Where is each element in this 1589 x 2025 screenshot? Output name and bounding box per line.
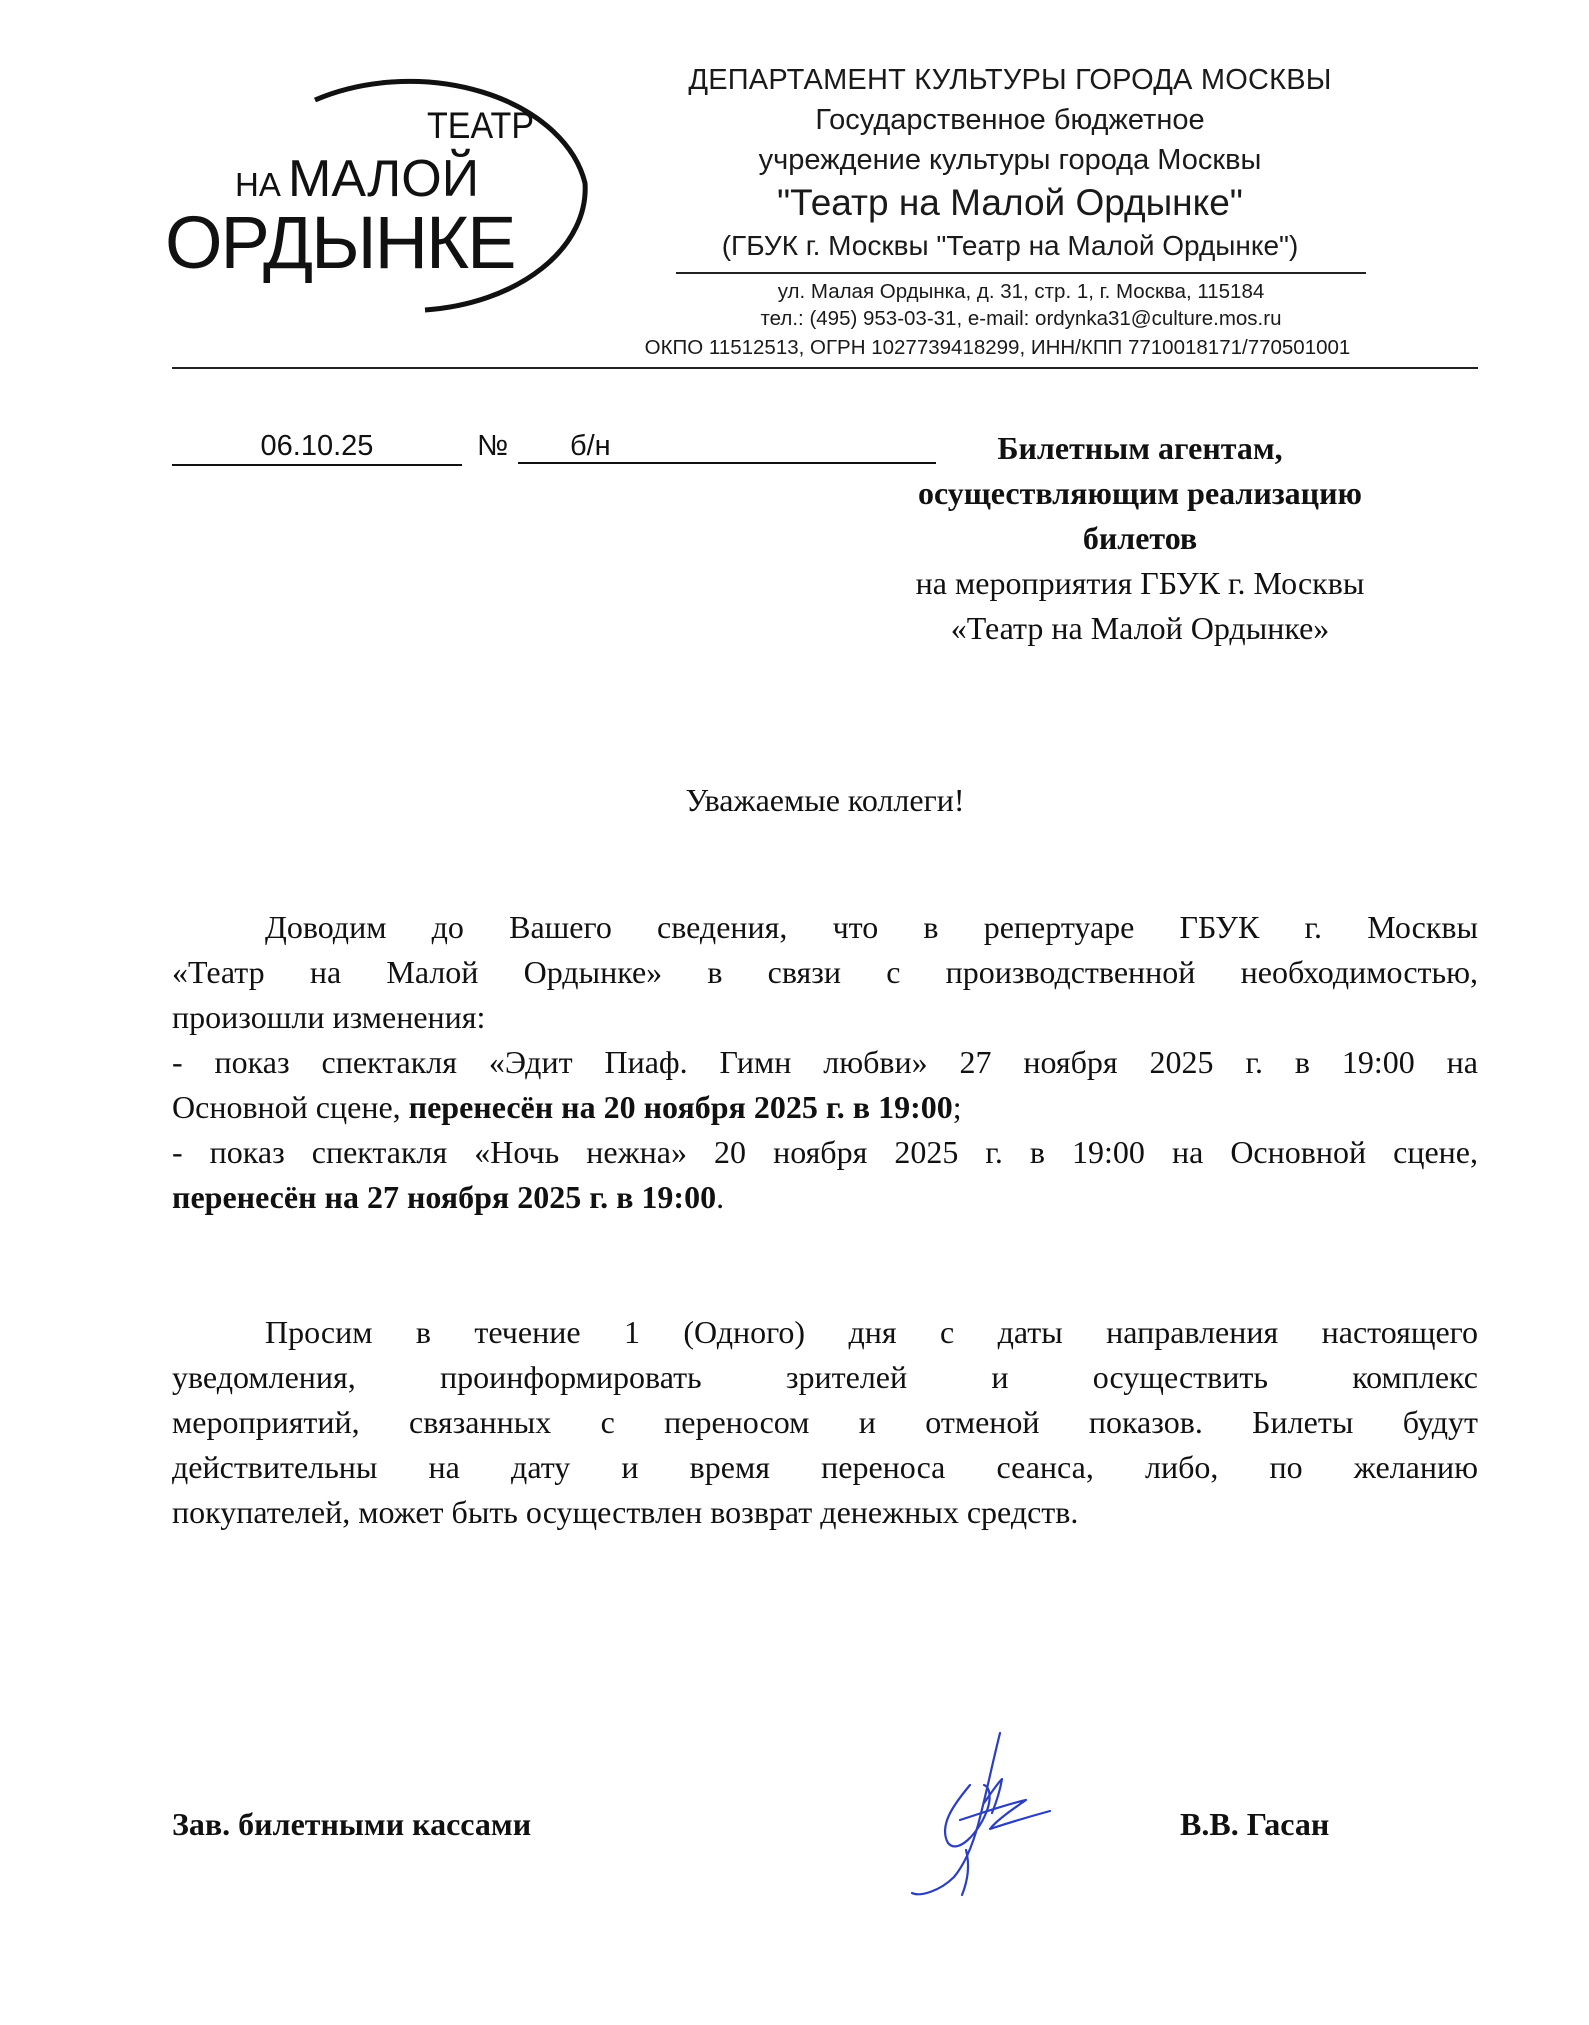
org-abbreviation: (ГБУК г. Москвы "Театр на Малой Ордынке") [721, 230, 1299, 261]
number-sign: № [477, 430, 509, 462]
logo-line3: ОРДЫНКЕ [165, 201, 515, 284]
handwritten-signature [900, 1725, 1070, 1900]
org-name: "Театр на Малой Ордынке" [777, 182, 1243, 223]
paragraph-notice [172, 905, 1478, 1220]
text-line: Просим в течение 1 (Одного) дня с даты направления настоящего [265, 1314, 1478, 1350]
department-name: ДЕПАРТАМЕНТ КУЛЬТУРЫ ГОРОДА МОСКВЫ [688, 64, 1332, 96]
header-separator [676, 272, 1366, 274]
org-address: ул. Малая Ордынка, д. 31, стр. 1, г. Москва, 115184 [777, 280, 1265, 303]
text-segment: . [716, 1179, 725, 1215]
signatory-name: В.В. Гасан [1180, 1806, 1330, 1842]
text-line: мероприятий, связанных с переносом и отменой показов. Билеты будут [172, 1404, 1478, 1440]
organization-header [660, 60, 1360, 266]
text-line: покупателей, может быть осуществлен возврат денежных средств. [172, 1494, 1079, 1530]
text-line: Доводим до Вашего сведения, что в репертуаре ГБУК г. Москвы [265, 909, 1478, 945]
text-segment: ; [952, 1089, 962, 1125]
addressee-line: осуществляющим реализацию [918, 475, 1362, 511]
addressee-line: «Театр на Малой Ордынке» [950, 610, 1330, 646]
text-line: - показ спектакля «Ночь нежна» 20 ноября 2025 г. в 19:00 на Основной сцене, [172, 1134, 1478, 1170]
text-segment: Основной сцене, [172, 1089, 409, 1125]
salutation: Уважаемые коллеги! [685, 782, 965, 818]
addressee-block [820, 426, 1460, 651]
org-type-line2: учреждение культуры города Москвы [758, 144, 1262, 176]
text-line: действительны на дату и время переноса сеанса, либо, по желанию [172, 1449, 1478, 1485]
text-line: «Театр на Малой Ордынке» в связи с производственной необходимостью, [172, 954, 1478, 990]
org-phone-email: тел.: (495) 953-03-31, e-mail: ordynka31@culture.mos.ru [760, 307, 1282, 330]
logo-line1: ТЕАТР [427, 104, 535, 147]
paragraph-request [172, 1310, 1478, 1535]
org-contacts [676, 278, 1366, 332]
header-rule [172, 367, 1478, 369]
addressee-line: на мероприятия ГБУК г. Москвы [915, 565, 1365, 601]
rescheduled-date-1: перенесён на 20 ноября 2025 г. в 19:00 [408, 1089, 953, 1125]
text-line [172, 1085, 1478, 1130]
signatory-title: Зав. билетными кассами [172, 1806, 532, 1842]
logo-line2-prefix: НА [235, 166, 281, 203]
document-number: б/н [518, 428, 936, 464]
text-line: уведомления, проинформировать зрителей и осуществить комплекс [172, 1359, 1478, 1395]
org-registration-ids: ОКПО 11512513, ОГРН 1027739418299, ИНН/КПП 7710018171/770501001 [644, 336, 1351, 359]
theatre-logo [165, 78, 605, 318]
addressee-line: Билетным агентам, [997, 430, 1283, 466]
addressee-line: билетов [1082, 520, 1198, 556]
rescheduled-date-2: перенесён на 27 ноября 2025 г. в 19:00 [172, 1179, 717, 1215]
logo-line2: МАЛОЙ [288, 150, 480, 208]
document-date: 06.10.25 [172, 428, 462, 466]
org-type-line1: Государственное бюджетное [815, 104, 1205, 136]
text-line: произошли изменения: [172, 999, 486, 1035]
text-line [172, 1175, 1478, 1220]
text-line: - показ спектакля «Эдит Пиаф. Гимн любви» 27 ноября 2025 г. в 19:00 на [172, 1044, 1478, 1080]
